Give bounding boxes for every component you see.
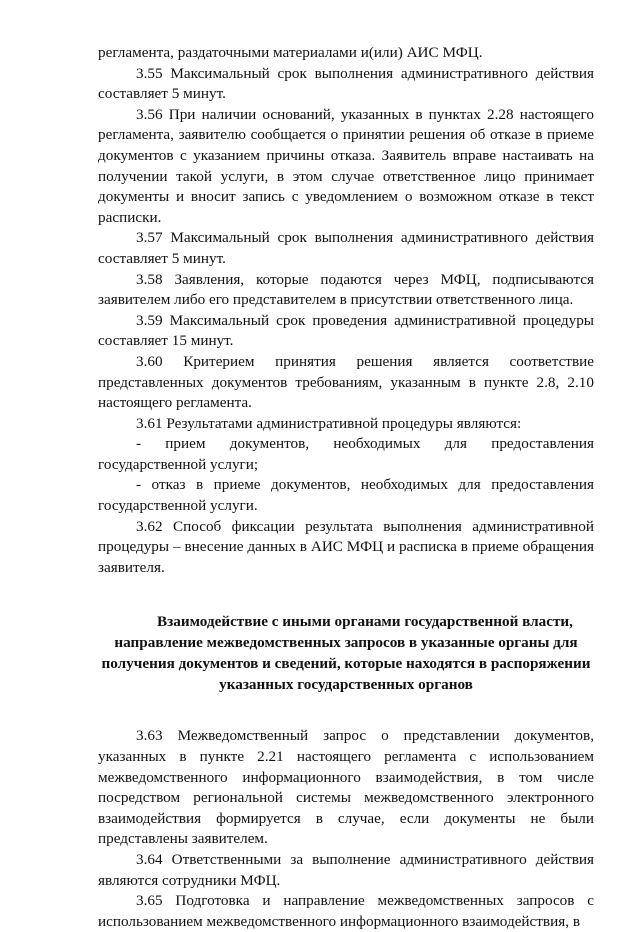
paragraph-3-63: 3.63 Межведомственный запрос о представлении документов, указанных в пункте 2.21 настоящего регламента с использованием межведомственного информационного взаимодействия, в том числе посредством региональной системы межведомственного электронного взаимодействия формируется в случае, если документы не были представлены заявителем. — [98, 727, 594, 848]
paragraph-3-62: 3.62 Способ фиксации результата выполнения административной процедуры – внесение данных в АИС МФЦ и расписка в приеме обращения заявителя. — [98, 517, 594, 576]
section-heading-line-3: получения документов и сведений, которые находятся в распоряжении — [101, 655, 591, 673]
list-item-refuse: - отказ в приеме документов, необходимых для предоставления государственной услуги. — [98, 476, 594, 515]
paragraph-3-55: 3.55 Максимальный срок выполнения административного действия составляет 5 минут. — [98, 64, 594, 103]
paragraph-3-58: 3.58 Заявления, которые подаются через МФЦ, подписываются заявителем либо его представителем в присутствии ответственного лица. — [98, 270, 594, 309]
paragraph-3-57: 3.57 Максимальный срок выполнения административного действия составляет 5 минут. — [98, 229, 594, 267]
paragraph-3-59: 3.59 Максимальный срок проведения административной процедуры составляет 15 минут. — [98, 311, 594, 350]
paragraph-3-60: 3.60 Критерием принятия решения является соответствие представленных документов требованиям, указанным в пункте 2.8, 2.10 настоящего регламента. — [98, 352, 594, 412]
section-heading-line-1: Взаимодействие с иными органами государственной власти, — [157, 613, 573, 631]
paragraph-continuation: регламента, раздаточными материалами и(или) АИС МФЦ. — [98, 44, 483, 61]
section-heading-line-2: направление межведомственных запросов в указанные органы для — [114, 634, 578, 652]
paragraph-3-61: 3.61 Результатами административной процедуры являются: — [136, 414, 522, 432]
section-heading-line-4: указанных государственных органов — [219, 676, 473, 694]
list-item-accept: - прием документов, необходимых для предоставления государственной услуги; — [98, 435, 594, 473]
paragraph-3-64: 3.64 Ответственными за выполнение административного действия являются сотрудники МФЦ. — [98, 851, 594, 889]
section-heading — [98, 611, 594, 695]
document-body — [98, 43, 594, 932]
paragraph-3-56: 3.56 При наличии оснований, указанных в пунктах 2.28 настоящего регламента, заявителю сообщается о принятии решения об отказе в приеме документов с указанием причины отказа. Заявитель вправе настаивать на получении такой услуги, в этом случае ответственное лицо принимает документы и вносит запись с уведомлением о возможном отказе в текст расписки. — [98, 105, 594, 226]
paragraph-3-65: 3.65 Подготовка и направление межведомственных запросов с использованием межведомственного информационного взаимодействия, в — [98, 892, 594, 930]
